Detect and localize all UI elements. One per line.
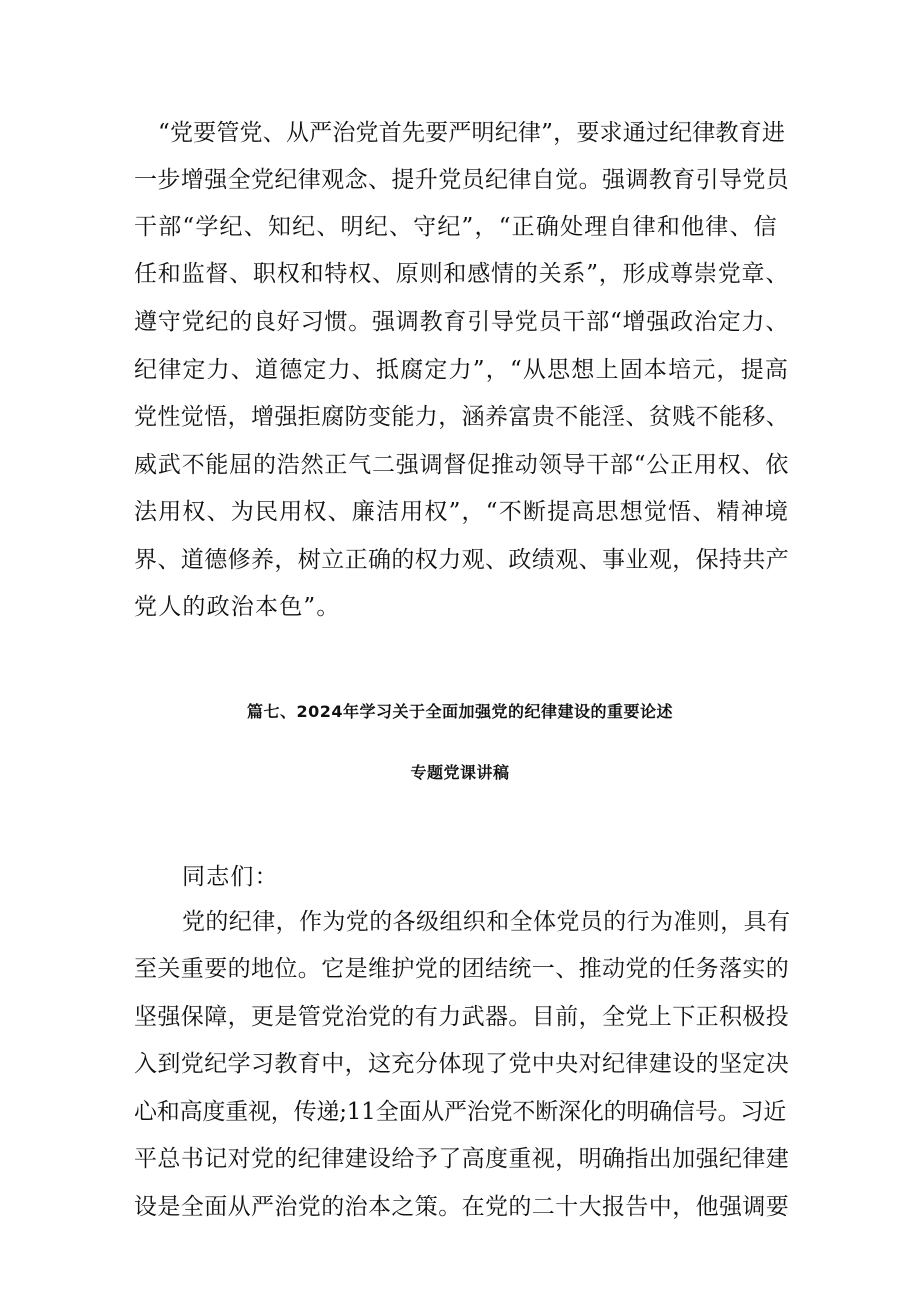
paragraph-line: 党的纪律，作为党的各级组织和全体党员的行为准则，具有 [182, 909, 791, 935]
paragraph-line: 党人的政治本色”。 [134, 594, 341, 620]
paragraph-line: 界、道德修养，树立正确的权力观、政绩观、事业观，保持共产 [134, 547, 790, 573]
paragraph-line: 党性觉悟，增强拒腐防变能力，涵养富贵不能淫、贫贱不能移、 [134, 404, 790, 430]
paragraph-line: 任和监督、职权和特权、原则和感情的关系”，形成尊崇党章、 [134, 261, 790, 287]
paragraph-line: 干部“学纪、知纪、明纪、守纪”，“正确处理自律和他律、信 [134, 214, 778, 240]
paragraph-line: 设是全面从严治党的治本之策。在党的二十大报告中，他强调要 [134, 1194, 790, 1220]
paragraph-line: 坚强保障，更是管党治党的有力武器。目前，全党上下正积极投 [134, 1004, 790, 1030]
salutation: 同志们： [182, 864, 279, 890]
paragraph-line: “党要管党、从严治党首先要严明纪律”，要求通过纪律教育进 [158, 120, 786, 146]
paragraph-line: 一步增强全党纪律观念、提升党员纪律自觉。强调教育引导党员 [134, 167, 790, 193]
paragraph-line: 入到党纪学习教育中，这充分体现了党中央对纪律建设的坚定决 [134, 1051, 790, 1077]
paragraph-line: 心和高度重视，传递;11全面从严治党不断深化的明确信号。习近 [134, 1099, 787, 1125]
section-title: 篇七、2024年学习关于全面加强党的纪律建设的重要论述 [246, 702, 674, 721]
paragraph-line: 至关重要的地位。它是维护党的团结统一、推动党的任务落实的 [134, 956, 790, 982]
paragraph-line: 威武不能屈的浩然正气二强调督促推动领导干部“公正用权、依 [134, 452, 790, 478]
paragraph-line: 平总书记对党的纪律建设给予了高度重视，明确指出加强纪律建 [134, 1146, 790, 1172]
paragraph-line: 遵守党纪的良好习惯。强调教育引导党员干部“增强政治定力、 [134, 309, 790, 335]
paragraph-line: 纪律定力、道德定力、抵腐定力”，“从思想上固本培元，提高 [134, 357, 790, 383]
paragraph-line: 法用权、为民用权、廉洁用权”，“不断提高思想觉悟、精神境 [134, 499, 790, 525]
section-subtitle: 专题党课讲稿 [410, 763, 510, 782]
